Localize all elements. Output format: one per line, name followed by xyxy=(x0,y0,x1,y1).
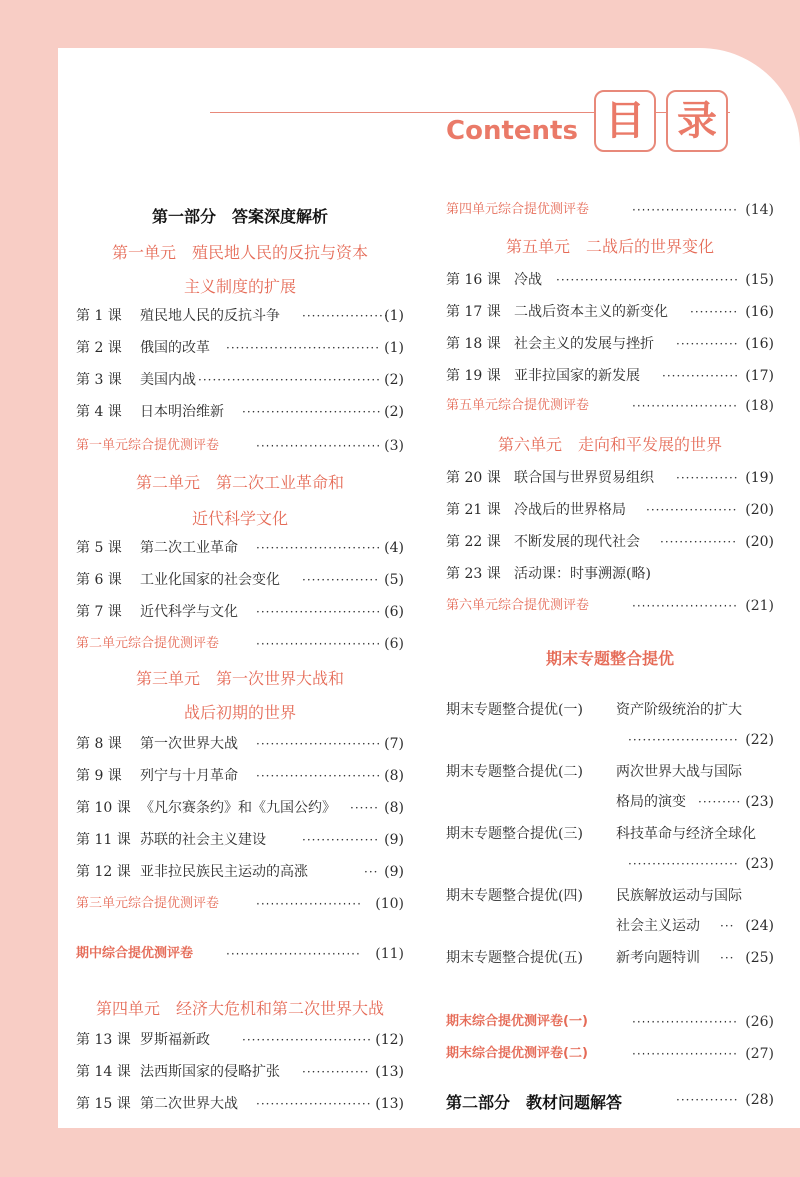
lesson-page: (8) xyxy=(384,800,404,816)
special-line1: 资产阶级统治的扩大 xyxy=(616,702,742,718)
special-line1: 民族解放运动与国际 xyxy=(616,888,742,904)
lesson-page: (2) xyxy=(384,372,404,388)
lesson-title: 亚非拉民族民主运动的高涨 xyxy=(140,864,308,880)
leader-dots: ······································ xyxy=(556,273,739,287)
special-line1: 新考向题特训 xyxy=(616,950,700,966)
special-label: 期末专题整合提优(二) xyxy=(446,764,583,780)
special-line2: 社会主义运动 xyxy=(616,918,700,934)
lesson-label: 第 12 课 xyxy=(76,864,131,880)
lesson-label: 第 3 课 xyxy=(76,372,122,388)
lesson-title: 罗斯福新政 xyxy=(140,1032,210,1048)
leader-dots: ·························· xyxy=(256,637,382,651)
lesson-title: 《凡尔赛条约》和《九国公约》 xyxy=(140,800,336,816)
unit3-heading-line2: 战后初期的世界 xyxy=(183,703,296,722)
leader-dots: ····························· xyxy=(242,405,382,419)
test-page: (27) xyxy=(745,1046,774,1062)
leader-dots: ················ xyxy=(302,573,380,587)
title-char-mu: 目 xyxy=(594,90,656,152)
leader-dots: ·························· xyxy=(256,439,382,453)
lesson-label: 第 5 课 xyxy=(76,540,122,556)
special-topic[interactable] xyxy=(446,762,774,822)
lesson-page: (8) xyxy=(384,768,404,784)
unit4-heading: 第四单元 经济大危机和第二次世界大战 xyxy=(95,999,384,1018)
lesson-label: 第 10 课 xyxy=(76,800,131,816)
test-title: 期末综合提优测评卷(一) xyxy=(446,1014,588,1029)
special-page: (24) xyxy=(745,918,774,934)
lesson-page: (13) xyxy=(375,1096,404,1112)
leader-dots: ·················· xyxy=(302,309,389,323)
final-special-heading: 期末专题整合提优 xyxy=(545,649,674,668)
lesson-page: (13) xyxy=(375,1064,404,1080)
leader-dots: ·········· xyxy=(690,305,739,319)
lesson-title: 近代科学与文化 xyxy=(140,604,238,620)
lesson-title: 美国内战 xyxy=(140,372,196,388)
lesson-label: 第 6 课 xyxy=(76,572,122,588)
leader-dots: ······················· xyxy=(628,733,739,747)
unit1-heading-line1: 第一单元 殖民地人民的反抗与资本 xyxy=(111,243,368,262)
special-topic[interactable] xyxy=(446,824,774,884)
lesson-page: (7) xyxy=(384,736,404,752)
leader-dots: ······················ xyxy=(632,599,738,613)
lesson-page: (17) xyxy=(745,368,774,384)
test-title: 第五单元综合提优测评卷 xyxy=(446,398,590,413)
leader-dots: ·························· xyxy=(256,769,382,783)
lesson-page: (19) xyxy=(745,470,774,486)
leader-dots: ······················· xyxy=(628,857,739,871)
unit4-test[interactable] xyxy=(446,200,774,220)
lesson-title: 第二次工业革命 xyxy=(140,540,238,556)
leader-dots: ············· xyxy=(676,1093,739,1107)
leader-dots: ·························· xyxy=(256,605,382,619)
special-label: 期末专题整合提优(五) xyxy=(446,950,583,966)
leader-dots: ············· xyxy=(676,337,739,351)
lesson-label: 第 23 课 xyxy=(446,566,501,582)
unit2-heading-line2: 近代科学文化 xyxy=(191,509,288,528)
lesson-title: 冷战后的世界格局 xyxy=(514,502,626,518)
lesson-page: (20) xyxy=(745,502,774,518)
unit6-test[interactable] xyxy=(446,596,774,616)
lesson-label: 第 9 课 xyxy=(76,768,122,784)
leader-dots: ······················ xyxy=(632,399,738,413)
special-topic[interactable] xyxy=(446,886,774,946)
final-test-2[interactable] xyxy=(446,1044,774,1064)
test-title: 第二单元综合提优测评卷 xyxy=(76,636,220,651)
lesson-label: 第 13 课 xyxy=(76,1032,131,1048)
leader-dots: ································ xyxy=(226,341,381,355)
lesson-page: (1) xyxy=(384,308,404,324)
lesson-title: 不断发展的现代社会 xyxy=(514,534,640,550)
unit1-test[interactable] xyxy=(76,436,404,456)
leader-dots: ·············· xyxy=(302,1065,370,1079)
test-title: 期末综合提优测评卷(二) xyxy=(446,1046,588,1061)
final-test-1[interactable] xyxy=(446,1012,774,1032)
test-title: 第六单元综合提优测评卷 xyxy=(446,598,590,613)
lesson-title: 日本明治维新 xyxy=(140,404,224,420)
test-title: 第三单元综合提优测评卷 xyxy=(76,896,220,911)
leader-dots: ················ xyxy=(660,535,738,549)
test-page: (21) xyxy=(745,598,774,614)
lesson-page: (9) xyxy=(384,832,404,848)
lesson-title: 俄国的改革 xyxy=(140,340,210,356)
lesson-label: 第 7 课 xyxy=(76,604,122,620)
lesson-page: (20) xyxy=(745,534,774,550)
test-page: (10) xyxy=(375,896,404,912)
contents-heading: Contents xyxy=(446,116,578,146)
test-title: 第四单元综合提优测评卷 xyxy=(446,202,590,217)
leader-dots: ···························· xyxy=(226,947,361,961)
unit5-test[interactable] xyxy=(446,396,774,416)
lesson-title: 第二次世界大战 xyxy=(140,1096,238,1112)
leader-dots: ························ xyxy=(256,1097,372,1111)
lesson-page: (5) xyxy=(384,572,404,588)
lesson-title: 法西斯国家的侵略扩张 xyxy=(140,1064,280,1080)
lesson-page: (6) xyxy=(384,604,404,620)
lesson-label: 第 16 课 xyxy=(446,272,501,288)
leader-dots: ················ xyxy=(662,369,740,383)
lesson-title: 二战后资本主义的新变化 xyxy=(514,304,668,320)
lesson-label: 第 8 课 xyxy=(76,736,122,752)
lesson-page: (1) xyxy=(384,340,404,356)
lesson-title: 社会主义的发展与挫折 xyxy=(514,336,654,352)
test-page: (3) xyxy=(384,438,404,454)
lesson-title: 联合国与世界贸易组织 xyxy=(514,470,654,486)
leader-dots: ·························· xyxy=(256,541,382,555)
leader-dots: ······················ xyxy=(632,1015,738,1029)
title-char-lu: 录 xyxy=(666,90,728,152)
special-page: (23) xyxy=(745,856,774,872)
unit5-heading: 第五单元 二战后的世界变化 xyxy=(505,237,714,256)
special-label: 期末专题整合提优(一) xyxy=(446,702,583,718)
leader-dots: ················ xyxy=(302,833,380,847)
lesson-title: 殖民地人民的反抗斗争 xyxy=(140,308,280,324)
lesson-page: (15) xyxy=(745,272,774,288)
leader-dots: ············· xyxy=(676,471,739,485)
special-label: 期末专题整合提优(三) xyxy=(446,826,583,842)
lesson-title: 亚非拉国家的新发展 xyxy=(514,368,640,384)
unit2-test[interactable] xyxy=(76,634,404,654)
lesson-label: 第 19 课 xyxy=(446,368,501,384)
lesson-label: 第 14 课 xyxy=(76,1064,131,1080)
unit6-heading: 第六单元 走向和平发展的世界 xyxy=(497,435,722,454)
lesson-page: (4) xyxy=(384,540,404,556)
leader-dots: ··· xyxy=(364,865,379,879)
leader-dots: ······ xyxy=(350,801,379,815)
lesson-label: 第 15 课 xyxy=(76,1096,131,1112)
leader-dots: ·························· xyxy=(256,737,382,751)
toc-page xyxy=(58,48,800,1128)
lesson-label: 第 17 课 xyxy=(446,304,501,320)
test-title: 期中综合提优测评卷 xyxy=(76,946,194,961)
unit1-heading-line2: 主义制度的扩展 xyxy=(183,277,296,296)
lesson-page: (2) xyxy=(384,404,404,420)
leader-dots: ··················· xyxy=(646,503,738,517)
lesson-title: 列宁与十月革命 xyxy=(140,768,238,784)
lesson-page: (12) xyxy=(375,1032,404,1048)
test-page: (11) xyxy=(375,946,404,962)
lesson-label: 第 11 课 xyxy=(76,832,131,848)
special-label: 期末专题整合提优(四) xyxy=(446,888,583,904)
special-topic[interactable] xyxy=(446,948,774,978)
lesson-label: 第 21 课 xyxy=(446,502,501,518)
midterm-test[interactable] xyxy=(76,944,404,964)
leader-dots: ······················ xyxy=(256,897,362,911)
leader-dots: ··· xyxy=(720,951,735,965)
special-line2: 格局的演变 xyxy=(616,794,686,810)
lesson-title: 冷战 xyxy=(514,272,542,288)
lesson-label: 第 22 课 xyxy=(446,534,501,550)
lesson-label: 第 18 课 xyxy=(446,336,501,352)
leader-dots: ··· xyxy=(720,919,735,933)
test-page: (26) xyxy=(745,1014,774,1030)
leader-dots: ··························· xyxy=(242,1033,372,1047)
part2-row[interactable] xyxy=(446,1090,774,1114)
special-page: (25) xyxy=(745,950,774,966)
test-page: (14) xyxy=(745,202,774,218)
test-page: (18) xyxy=(745,398,774,414)
part2-page: (28) xyxy=(745,1092,774,1108)
leader-dots: ······················ xyxy=(632,203,738,217)
lesson-label: 第 1 课 xyxy=(76,308,122,324)
test-page: (6) xyxy=(384,636,404,652)
special-page: (23) xyxy=(745,794,774,810)
lesson-label: 第 20 课 xyxy=(446,470,501,486)
lesson-title: 活动课：时事溯源(略) xyxy=(514,566,651,582)
special-page: (22) xyxy=(745,732,774,748)
part1-heading: 第一部分 答案深度解析 xyxy=(151,207,328,226)
lesson-page: (9) xyxy=(384,864,404,880)
part2-heading: 第二部分 教材问题解答 xyxy=(446,1093,623,1112)
leader-dots: ······················ xyxy=(632,1047,738,1061)
lesson-title: 苏联的社会主义建设 xyxy=(140,832,266,848)
unit2-heading-line1: 第二单元 第二次工业革命和 xyxy=(135,473,344,492)
leader-dots: ······································ xyxy=(198,373,381,387)
leader-dots: ········· xyxy=(698,795,742,809)
lesson-title: 工业化国家的社会变化 xyxy=(140,572,280,588)
unit3-heading-line1: 第三单元 第一次世界大战和 xyxy=(135,669,344,688)
special-line1: 科技革命与经济全球化 xyxy=(616,826,756,842)
lesson-page: (16) xyxy=(745,304,774,320)
test-title: 第一单元综合提优测评卷 xyxy=(76,438,220,453)
special-line1: 两次世界大战与国际 xyxy=(616,764,742,780)
lesson-label: 第 2 课 xyxy=(76,340,122,356)
lesson-page: (16) xyxy=(745,336,774,352)
lesson-title: 第一次世界大战 xyxy=(140,736,238,752)
unit3-test[interactable] xyxy=(76,894,404,914)
lesson-label: 第 4 课 xyxy=(76,404,122,420)
special-topic[interactable] xyxy=(446,700,774,760)
